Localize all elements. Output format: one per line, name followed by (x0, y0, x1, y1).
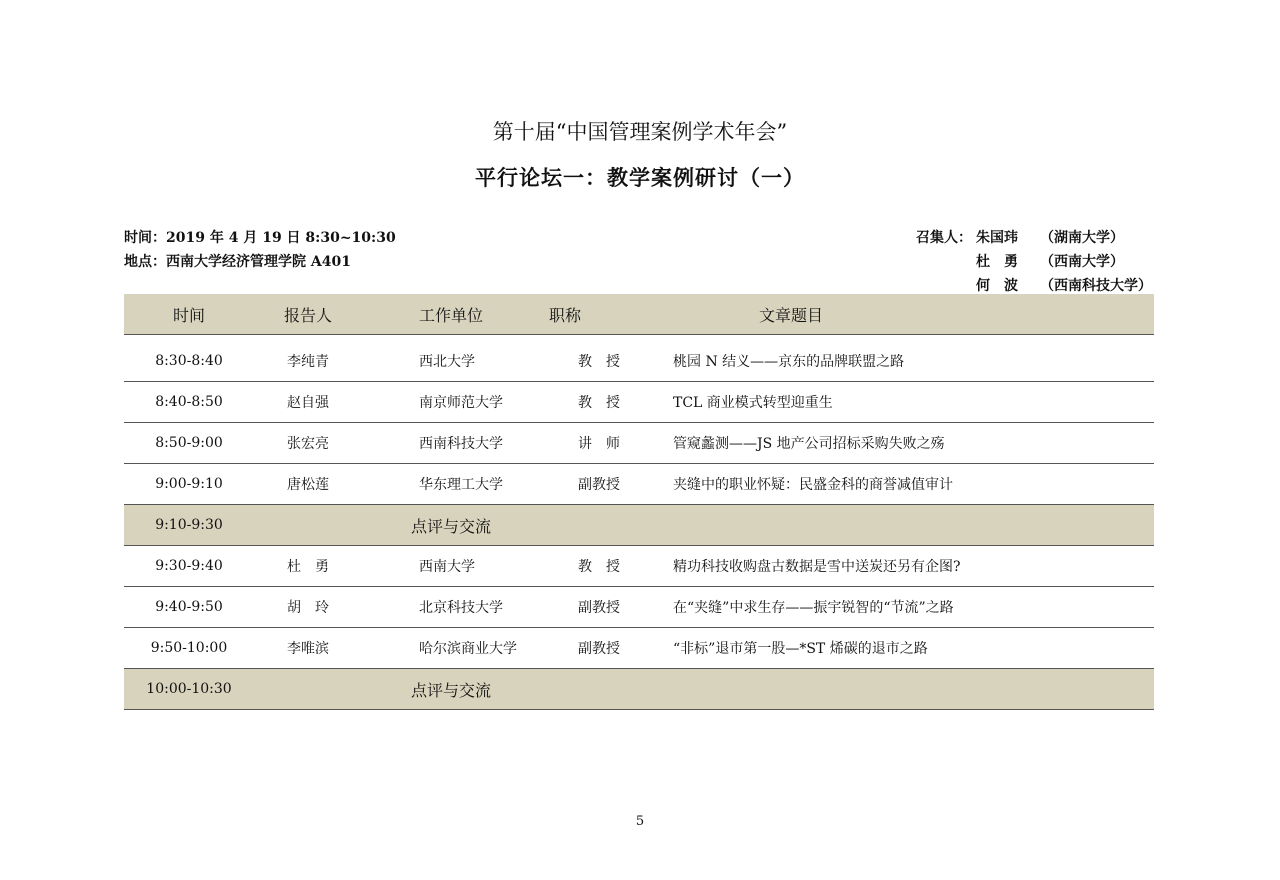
row-unit: 南京师范大学 (362, 382, 549, 423)
table-header-row (124, 294, 1154, 335)
header-rank: 职称 (549, 294, 649, 335)
row-speaker: 唐松莲 (254, 464, 362, 505)
row-paper: 在“夹缝”中求生存——振宇锐智的“节流”之路 (649, 587, 1154, 628)
row-unit: 哈尔滨商业大学 (362, 628, 549, 669)
table-row (124, 341, 1154, 382)
break-row (124, 505, 1154, 546)
convener-name: 朱国玮 (976, 230, 1018, 246)
row-time: 8:50-9:00 (124, 423, 254, 464)
row-time: 10:00-10:30 (124, 669, 254, 710)
table-row (124, 628, 1154, 669)
forum-subtitle: 平行论坛一：教学案例研讨（一） (475, 165, 805, 190)
meeting-place: 地点：西南大学经济管理学院 A401 (124, 254, 351, 270)
document-title: 第十届“中国管理案例学术年会” (492, 120, 788, 144)
break-label: 点评与交流 (254, 669, 1154, 710)
convener-name: 何 波 (976, 278, 1018, 294)
conveners (902, 226, 1150, 298)
row-time: 8:40-8:50 (124, 382, 254, 423)
row-time: 9:50-10:00 (124, 628, 254, 669)
row-paper: TCL 商业模式转型迎重生 (649, 382, 1154, 423)
row-rank: 副教授 (549, 464, 649, 505)
convener-label: 召集人： (916, 230, 972, 246)
row-paper: 夹缝中的职业怀疑：民盛金科的商誉减值审计 (649, 464, 1154, 505)
header-paper: 文章题目 (649, 294, 1154, 335)
header-unit: 工作单位 (362, 294, 549, 335)
row-paper: 精功科技收购盘古数据是雪中送炭还另有企图? (649, 546, 1154, 587)
header-time: 时间 (124, 294, 254, 335)
row-paper: 管窥蠡测——JS 地产公司招标采购失败之殇 (649, 423, 1154, 464)
header-speaker: 报告人 (254, 294, 362, 335)
row-time: 9:00-9:10 (124, 464, 254, 505)
row-time: 8:30-8:40 (124, 341, 254, 382)
convener-row (902, 226, 1150, 250)
row-unit: 西北大学 (362, 341, 549, 382)
row-unit: 华东理工大学 (362, 464, 549, 505)
row-paper: “非标”退市第一股—*ST 烯碳的退市之路 (649, 628, 1154, 669)
convener-affiliation: （西南科技大学） (1040, 278, 1152, 294)
convener-affiliation: （湖南大学） (1040, 230, 1124, 246)
row-speaker: 张宏亮 (254, 423, 362, 464)
meeting-time: 时间：2019 年 4 月 19 日 8:30~10:30 (124, 230, 396, 246)
table-row (124, 423, 1154, 464)
break-row (124, 669, 1154, 710)
meta-info (124, 226, 396, 274)
page-number: 5 (635, 814, 645, 829)
row-time: 9:40-9:50 (124, 587, 254, 628)
row-speaker: 杜 勇 (254, 546, 362, 587)
row-unit: 北京科技大学 (362, 587, 549, 628)
row-rank: 教 授 (549, 546, 649, 587)
row-speaker: 胡 玲 (254, 587, 362, 628)
convener-row (902, 250, 1150, 274)
convener-name: 杜 勇 (976, 254, 1018, 270)
break-label: 点评与交流 (254, 505, 1154, 546)
table-row (124, 587, 1154, 628)
row-paper: 桃园 N 结义——京东的品牌联盟之路 (649, 341, 1154, 382)
table-row (124, 546, 1154, 587)
schedule-table (124, 294, 1154, 710)
table-row (124, 464, 1154, 505)
row-speaker: 李纯青 (254, 341, 362, 382)
row-rank: 副教授 (549, 587, 649, 628)
row-speaker: 李唯滨 (254, 628, 362, 669)
row-unit: 西南科技大学 (362, 423, 549, 464)
row-rank: 副教授 (549, 628, 649, 669)
table-row (124, 382, 1154, 423)
row-unit: 西南大学 (362, 546, 549, 587)
row-rank: 教 授 (549, 341, 649, 382)
row-rank: 教 授 (549, 382, 649, 423)
row-rank: 讲 师 (549, 423, 649, 464)
convener-affiliation: （西南大学） (1040, 254, 1124, 270)
row-speaker: 赵自强 (254, 382, 362, 423)
row-time: 9:10-9:30 (124, 505, 254, 546)
row-time: 9:30-9:40 (124, 546, 254, 587)
